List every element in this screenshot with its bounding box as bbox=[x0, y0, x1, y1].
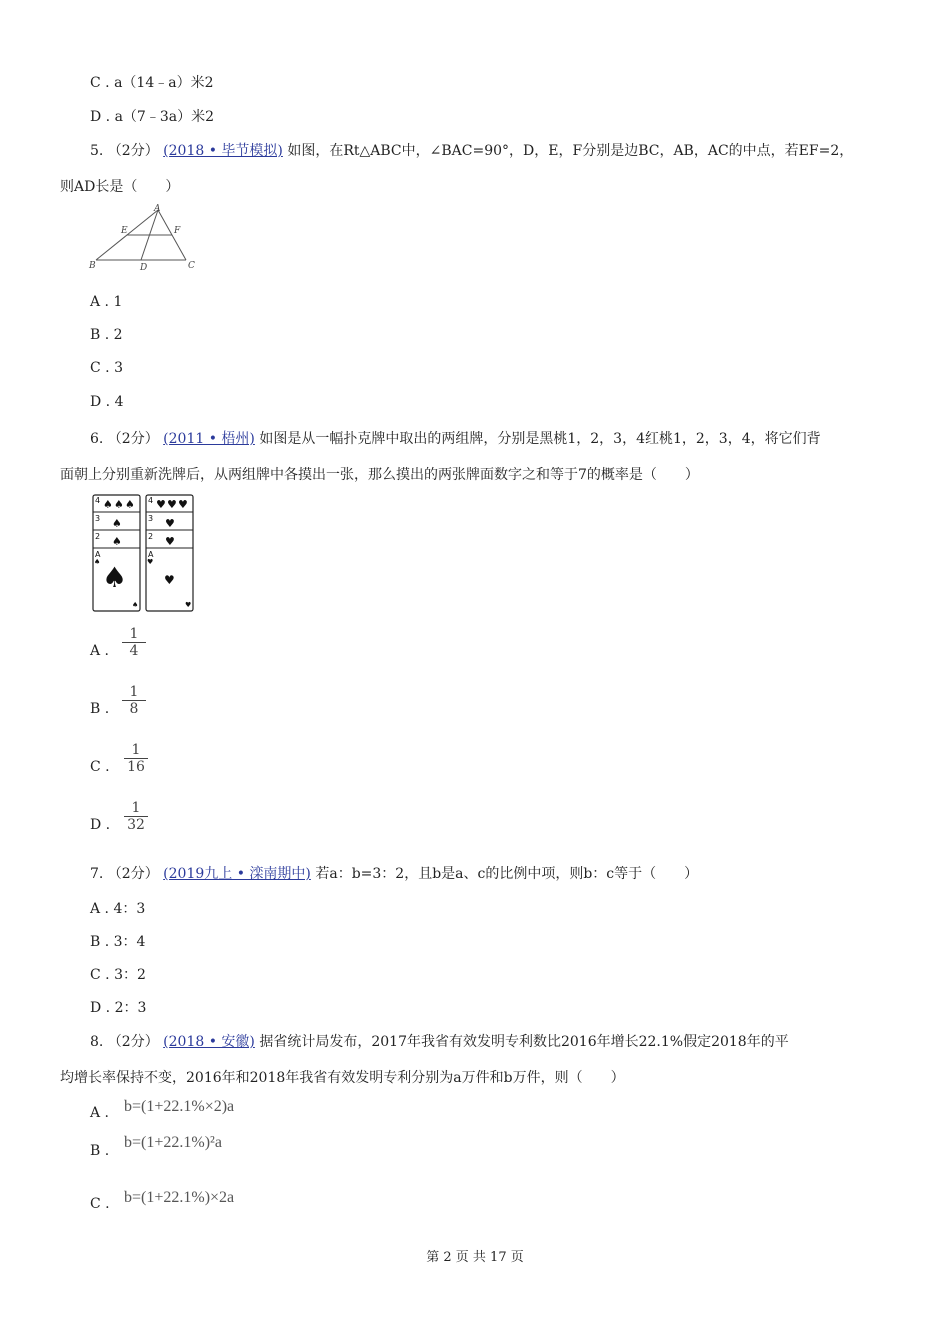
spade-icon: ♠ bbox=[112, 535, 122, 548]
q6-option-a-fraction bbox=[122, 626, 146, 659]
question-text: 如图是从一幅扑克牌中取出的两组牌，分别是黑桃1，2，3，4红桃1，2，3，4，将它们背 bbox=[259, 431, 821, 447]
heart-icon: ♥ bbox=[165, 535, 175, 548]
question-number: 8. （2分） bbox=[90, 1034, 159, 1050]
question-8-line1 bbox=[90, 1031, 789, 1051]
denominator: 8 bbox=[129, 701, 139, 717]
heart-cards bbox=[146, 495, 193, 611]
question-text: 若a：b=3：2，且b是a、c的比例中项，则b：c等于（ ） bbox=[315, 866, 699, 882]
q6-option-d-fraction bbox=[124, 800, 148, 833]
q8-option-b-formula: b=(1+22.1%)²a bbox=[124, 1134, 222, 1151]
q8-option-a-formula: b=(1+22.1%×2)a bbox=[124, 1098, 235, 1115]
q7-option-a: A . 4：3 bbox=[90, 901, 146, 917]
question-6-line2: 面朝上分别重新洗牌后，从两组牌中各摸出一张，那么摸出的两张牌面数字之和等于7的概率是（ ） bbox=[60, 467, 699, 483]
denominator: 16 bbox=[127, 759, 145, 775]
spade-icon: ♠ bbox=[114, 498, 124, 511]
card-rank: 3 bbox=[95, 514, 101, 523]
q7-option-b: B . 3：4 bbox=[90, 934, 146, 950]
numerator: 1 bbox=[124, 800, 148, 817]
numerator: 1 bbox=[124, 742, 148, 759]
question-6-line1 bbox=[90, 428, 821, 448]
spade-icon: ♠ bbox=[102, 561, 128, 594]
card-rank: A bbox=[95, 550, 101, 559]
q6-option-a-label: A . bbox=[90, 643, 110, 659]
q6-option-c-label: C . bbox=[90, 759, 110, 775]
label-b: B bbox=[89, 261, 96, 271]
question-5-line1 bbox=[90, 140, 853, 160]
q6-option-d-label: D . bbox=[90, 817, 111, 833]
q5-option-a: A . 1 bbox=[90, 294, 123, 310]
q6-option-c-fraction bbox=[124, 742, 148, 775]
label-c: C bbox=[188, 261, 195, 271]
question-source-link[interactable]: (2019九上 • 滦南期中) bbox=[163, 866, 311, 882]
card-rank: 3 bbox=[148, 514, 154, 523]
spade-icon: ♠ bbox=[103, 498, 113, 511]
spade-cards bbox=[93, 495, 140, 611]
label-a: A bbox=[154, 204, 161, 214]
question-text: 据省统计局发布，2017年我省有效发明专利数比2016年增长22.1%假定2018年的平 bbox=[259, 1034, 789, 1050]
prev-option-c: C . a（14﹣a）米2 bbox=[90, 75, 214, 91]
question-source-link[interactable]: (2018 • 安徽) bbox=[163, 1034, 255, 1050]
question-5-line2: 则AD长是（ ） bbox=[60, 179, 180, 195]
denominator: 4 bbox=[129, 643, 139, 659]
q5-option-d: D . 4 bbox=[90, 394, 124, 410]
spade-icon: ♠ bbox=[94, 558, 101, 566]
heart-icon: ♥ bbox=[178, 498, 188, 511]
heart-icon: ♥ bbox=[147, 558, 154, 566]
denominator: 32 bbox=[127, 817, 145, 833]
question-number: 5. （2分） bbox=[90, 143, 159, 159]
question-number: 7. （2分） bbox=[90, 866, 159, 882]
heart-icon: ♥ bbox=[165, 517, 175, 530]
q5-option-c: C . 3 bbox=[90, 360, 123, 376]
heart-icon: ♥ bbox=[156, 498, 166, 511]
q8-option-a-label: A . bbox=[90, 1105, 110, 1121]
playing-cards-figure bbox=[90, 492, 196, 614]
heart-icon: ♥ bbox=[164, 573, 175, 587]
question-number: 6. （2分） bbox=[90, 431, 159, 447]
card-rank: 4 bbox=[95, 496, 101, 505]
numerator: 1 bbox=[122, 684, 146, 701]
q5-option-b: B . 2 bbox=[90, 327, 123, 343]
q7-option-c: C . 3：2 bbox=[90, 967, 146, 983]
question-8-line2: 均增长率保持不变，2016年和2018年我省有效发明专利分别为a万件和b万件，则（ ） bbox=[60, 1070, 625, 1086]
card-rank: 2 bbox=[148, 532, 154, 541]
q7-option-d: D . 2：3 bbox=[90, 1000, 147, 1016]
q6-option-b-fraction bbox=[122, 684, 146, 717]
question-source-link[interactable]: (2018 • 毕节模拟) bbox=[163, 143, 283, 159]
question-source-link[interactable]: (2011 • 梧州) bbox=[163, 431, 255, 447]
card-rank: 4 bbox=[148, 496, 154, 505]
label-d: D bbox=[140, 263, 148, 272]
spade-icon: ♠ bbox=[112, 517, 122, 530]
card-rank: A bbox=[148, 550, 154, 559]
q8-option-c-formula: b=(1+22.1%)×2a bbox=[124, 1189, 235, 1206]
label-f: F bbox=[174, 226, 181, 236]
page-footer: 第 2 页 共 17 页 bbox=[426, 1250, 524, 1265]
heart-icon: ♥ bbox=[185, 601, 192, 609]
heart-icon: ♥ bbox=[167, 498, 177, 511]
prev-option-d: D . a（7﹣3a）米2 bbox=[90, 109, 214, 125]
q8-option-b-label: B . bbox=[90, 1143, 110, 1159]
spade-icon: ♠ bbox=[125, 498, 135, 511]
spade-icon: ♠ bbox=[132, 601, 139, 609]
question-text: 如图，在Rt△ABC中，∠BAC=90°，D，E，F分别是边BC，AB，AC的中点，若EF=2， bbox=[287, 143, 854, 159]
label-e: E bbox=[121, 226, 128, 236]
numerator: 1 bbox=[122, 626, 146, 643]
question-7-line1 bbox=[90, 863, 698, 883]
q8-option-c-label: C . bbox=[90, 1196, 110, 1212]
card-rank: 2 bbox=[95, 532, 101, 541]
q6-option-b-label: B . bbox=[90, 701, 110, 717]
triangle-figure bbox=[88, 204, 200, 272]
